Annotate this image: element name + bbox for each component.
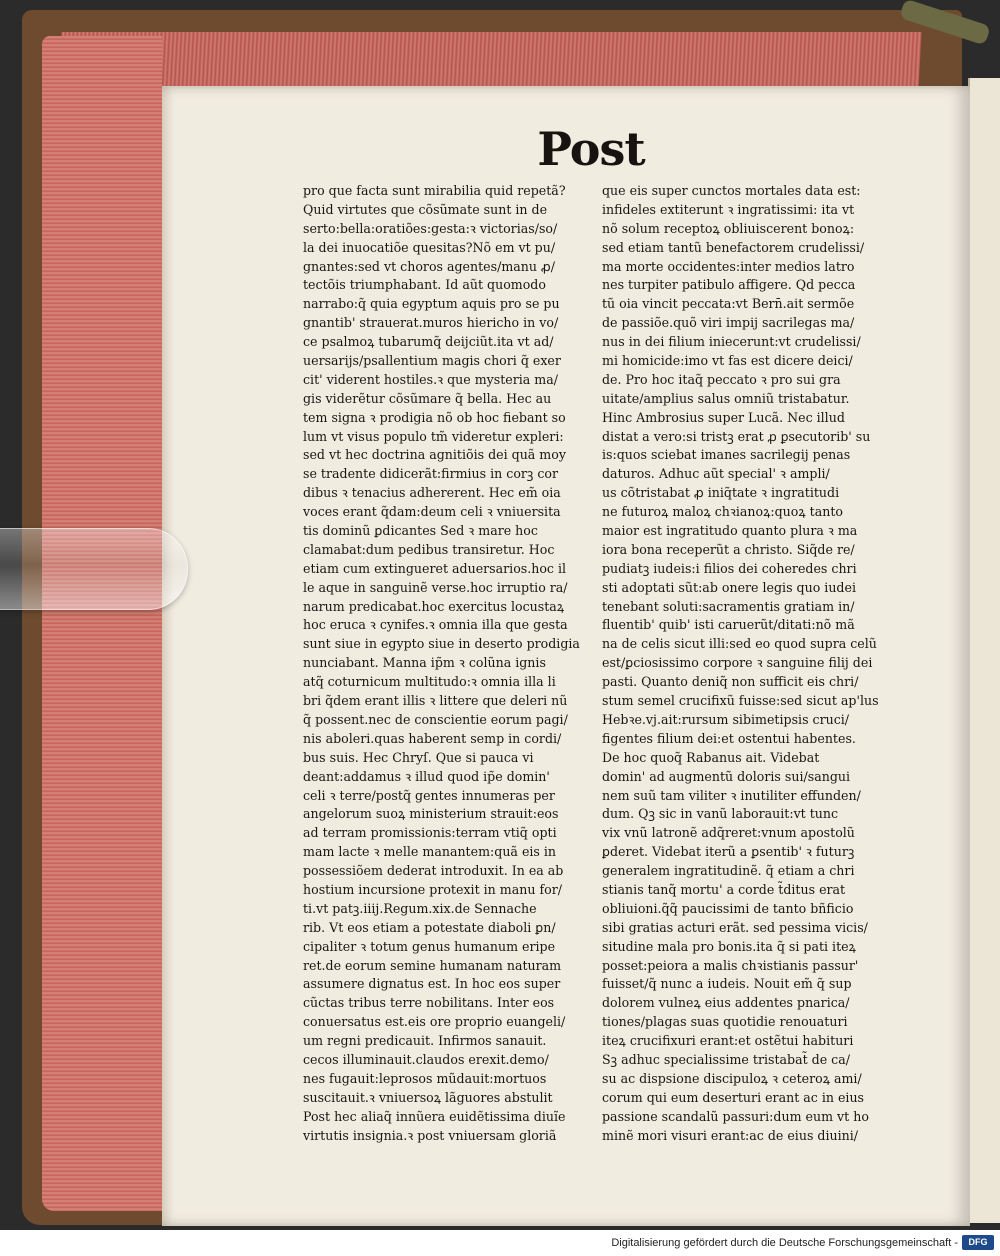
text-line: passione scandalũ passuri:dum eum vt ho (602, 1108, 869, 1124)
text-line: nunciabant. Manna ip̃m ꝛ colũna ignis (303, 655, 546, 671)
text-column-left (303, 182, 608, 1145)
text-line: ti.vt patꝫ.iiij.Regum.xix.de Sennache (303, 900, 537, 916)
text-line: virtutis insignia.ꝛ post vniuersam gloriã (303, 1127, 557, 1143)
text-line: domin' ad augmentũ doloris sui/sangui (602, 768, 851, 784)
text-line: ne futuroꝝ maloꝝ chꝛianoꝝ:quoꝝ tanto (602, 504, 843, 520)
text-line: conuersatus est.eis ore proprio euangeli/ (303, 1014, 566, 1030)
text-line: pro que facta sunt mirabilia quid repetã? (303, 183, 566, 198)
text-line: clamabat:dum pedibus transiretur. Hoc (303, 541, 555, 557)
text-line: fuisset/q̃ nunc a iudeis. Nouit em̃ q̃ sup (602, 976, 852, 992)
text-line: q̃ possent.nec de conscientie eorum pagi/ (303, 711, 568, 727)
glass-page-holder (0, 528, 188, 610)
text-line: nus in dei filium iniecerunt:vt crudelissi/ (602, 334, 861, 350)
text-line: tectõis triumphabant. Id aũt quomodo (303, 277, 546, 293)
text-line: serto:bella:oratiões:gesta:ꝛ victorias/so/ (303, 220, 558, 236)
text-line: atq̃ coturnicum multitudo:ꝛ omnia illa li (303, 674, 556, 690)
text-line: assumere dignatus est. In hoc eos super (303, 976, 561, 992)
text-line: sti adoptati sũt:ab onere legis quo iudei (602, 579, 856, 595)
text-line: deant:addamus ꝛ illud quod ip̃e domin' (303, 768, 550, 784)
text-line: tis dominũ ꝑdicantes Sed ꝛ mare hoc (303, 523, 538, 539)
text-line: sibi gratias acturi erãt. sed pessima vicis/ (602, 919, 868, 935)
text-line: ad terram promissionis:terram vtiq̃ opti (303, 825, 557, 841)
text-line: possessiõem dederat introduxit. In ea ab (303, 863, 564, 879)
text-line: su ac dispsione discipuloꝝ ꝛ ceteroꝝ ami/ (602, 1070, 862, 1086)
text-line: narum predicabat.hoc exercitus locustaꝝ (303, 598, 565, 614)
dfg-logo[interactable]: DFG (962, 1235, 994, 1250)
text-line: le aque in sanguinẽ verse.hoc irruptio ra/ (303, 579, 568, 595)
text-line: Post hec aliaq̃ innũera euidẽtissima diuĩe (303, 1108, 566, 1124)
text-line: gnantes:sed vt choros agentes/manu ꝓ/ (303, 258, 556, 274)
text-line: stianis tanq̃ mortu' a corde t̃ditus erat (602, 881, 846, 897)
text-line: sed etiam tantũ benefactorem crudelissi/ (602, 239, 865, 255)
text-line: tenebant soluti:sacramentis gratiam in/ (602, 598, 855, 614)
text-line: nes turpiter patibulo affigere. Qd pecca (602, 277, 856, 293)
running-head: Post (537, 122, 645, 176)
text-line: angelorum suoꝝ ministerium strauit:eos (303, 806, 559, 822)
text-line: hoc eruca ꝛ cynifes.ꝛ omnia illa que gesta (303, 617, 568, 633)
text-line: est/ꝑciosissimo corpore ꝛ sanguine filij dei (602, 655, 873, 671)
text-line: figentes filium dei:et ostentui habentes. (602, 730, 856, 746)
page-top-edge (58, 32, 921, 92)
text-line: cũctas tribus terre nobilitans. Inter eos (303, 995, 555, 1011)
text-line: nes fugauit:leprosos mũdauit:mortuos (303, 1070, 547, 1086)
text-line: obliuioni.q̃q̃ paucissimi de tanto bñficio (602, 900, 854, 916)
text-line: que eis super cunctos mortales data est: (602, 183, 861, 198)
text-line: De hoc quoq̃ Rabanus ait. Videbat (602, 749, 820, 765)
text-line: de. Pro hoc itaq̃ peccato ꝛ pro sui gra (602, 371, 841, 387)
text-line: se tradente didicerãt:firmius in corꝫ cor (303, 466, 559, 482)
text-line: cit' viderent hostiles.ꝛ que mysteria ma/ (303, 371, 558, 387)
text-line: hostium incursione protexit in manu for/ (303, 881, 562, 897)
text-line: maior est ingratitudo quanto plura ꝛ ma (602, 523, 858, 539)
text-line: pasti. Quanto deniq̃ non sufficit eis chri/ (602, 674, 859, 690)
text-line: cecos illuminauit.claudos erexit.demo/ (303, 1051, 549, 1067)
text-line: gis viderẽtur cõsũmare q̃ bella. Hec au (303, 390, 552, 406)
text-line: daturos. Adhuc aũt special' ꝛ ampli/ (602, 466, 830, 482)
text-line: nõ solum receptoꝝ obliuiscerent bonoꝝ: (602, 220, 855, 236)
text-line: rib. Vt eos etiam a potestate diaboli ꝑn/ (303, 919, 556, 935)
text-line: mam lacte ꝛ melle manantem:quã eis in (303, 844, 557, 860)
text-line: voces erant q̃dam:deum celi ꝛ vniuersita (303, 504, 561, 520)
text-line: us cõtristabat ꝓ iniq̃tate ꝛ ingratitudi (602, 485, 840, 501)
text-column-right (602, 182, 907, 1145)
text-line: ꝑderet. Videbat iterũ a ꝑsentib' ꝛ futurꝫ (602, 844, 855, 860)
text-line: ce psalmoꝝ tubarumq̃ deijciũt.ita vt ad/ (303, 334, 554, 350)
text-line: situdine mala pro bonis.ita q̃ si pati iteꝝ (602, 938, 856, 954)
text-line: dum. Qꝫ sic in vanũ laborauit:vt tunc (602, 806, 839, 822)
text-line: infideles extiterunt ꝛ ingratissimi: ita vt (602, 201, 855, 217)
digitization-credit: Digitalisierung gefördert durch die Deutsche Forschungsgemeinschaft - (611, 1237, 958, 1249)
text-line: tem signa ꝛ prodigia nõ ob hoc fiebant so (303, 409, 566, 425)
text-line: dibus ꝛ tenacius adhererent. Hec em̃ oia (303, 485, 561, 501)
text-line: na de celis sicut illi:sed eo quod supra celũ (602, 636, 877, 652)
text-line: pudiatꝫ iudeis:i filios dei coheredes chri (602, 560, 857, 576)
text-line: dolorem vulneꝝ eius addentes pnarica/ (602, 995, 850, 1011)
text-line: vix vnũ latronẽ adq̃reret:vnum apostolũ (602, 825, 855, 841)
text-line: ma morte occidentes:inter medios latro (602, 258, 855, 274)
text-line: generalem ingratitudinẽ. q̃ etiam a chri (602, 863, 855, 879)
text-line: iteꝝ crucifixuri erant:et ostẽtui habituri (602, 1033, 854, 1049)
text-line: etiam cum extingueret aduersarios.hoc il (303, 560, 567, 576)
text-line: um regni predicauit. Infirmos sanauit. (303, 1033, 547, 1049)
text-line: uersarijs/psallentium magis chori q̃ exer (303, 353, 561, 369)
text-line: sed vt hec doctrina agnitiõis dei quã moy (303, 447, 566, 463)
text-line: bus suis. Hec Chryſ. Que si pauca vi (303, 749, 534, 765)
text-line: de passiõe.quõ viri impij sacrilegas ma/ (602, 315, 855, 331)
text-line: uitate/amplius salus omniũ tristabatur. (602, 390, 850, 406)
text-line: is:quos sciebat imanes sacrilegij penas (602, 447, 851, 463)
facing-page-edge (968, 78, 1000, 1223)
text-line: bri q̃dem erant illis ꝛ littere que deleri nũ (303, 693, 568, 709)
text-line: ret.de eorum semine humanam naturam (303, 957, 562, 973)
text-line: nem suũ tam viliter ꝛ inutiliter effunden/ (602, 787, 861, 803)
text-line: Sꝫ adhuc specialissime tristabat̃ de ca/ (602, 1051, 850, 1067)
text-line: nis aboleri.quas haberent semp in cordi/ (303, 730, 562, 746)
text-line: tiones/plagas suas quotidie renouaturi (602, 1014, 848, 1030)
text-line: suscitauit.ꝛ vniuersoꝝ lãguores abstulit (303, 1089, 553, 1105)
text-line: distat a vero:si tristꝫ erat ꝓ ꝑsecutorib' su (602, 428, 871, 444)
text-line: stum semel crucifixũ fuisse:sed sicut ap'lus (602, 693, 879, 709)
text-line: Hebꝛe.vj.ait:rursum sibimetipsis cruci/ (602, 711, 850, 727)
text-line: corum qui eum deserturi erant ac in eius (602, 1089, 865, 1105)
text-line: cipaliter ꝛ totum genus humanum eripe (303, 938, 556, 954)
text-line: minẽ mori visuri erant:ac de eius diuini/ (602, 1127, 859, 1143)
text-line: la dei inuocatiõe quesitas?Nõ em vt pu/ (303, 239, 556, 255)
text-line: narrabo:q̃ quia egyptum aquis pro se pu (303, 296, 560, 312)
text-line: gnantib' strauerat.muros hiericho in vo/ (303, 315, 559, 331)
text-line: celi ꝛ terre/postq̃ gentes innumeras per (303, 787, 555, 803)
text-line: Quid virtutes que cõsũmate sunt in de (303, 201, 548, 217)
footer-bar (0, 1230, 1000, 1256)
text-line: posset:peiora a malis chꝛistianis passur' (602, 957, 859, 973)
text-line: tũ oia vincit peccata:vt Bern̄.ait sermõe (602, 296, 855, 312)
text-line: fluentib' quib' isti caruerũt/ditati:nõ mã (602, 617, 855, 633)
page-fore-edge (42, 36, 162, 1211)
text-line: sunt siue in egypto siue in deserto prodigia (303, 636, 580, 652)
text-line: iora bona receperũt a christo. Siq̃de re/ (602, 541, 855, 557)
text-line: lum vt visus populo tm̃ videretur expleri: (303, 428, 564, 444)
text-line: Hinc Ambrosius super Lucã. Nec illud (602, 409, 845, 425)
text-line: mi homicide:imo vt fas est dicere deici/ (602, 353, 853, 369)
